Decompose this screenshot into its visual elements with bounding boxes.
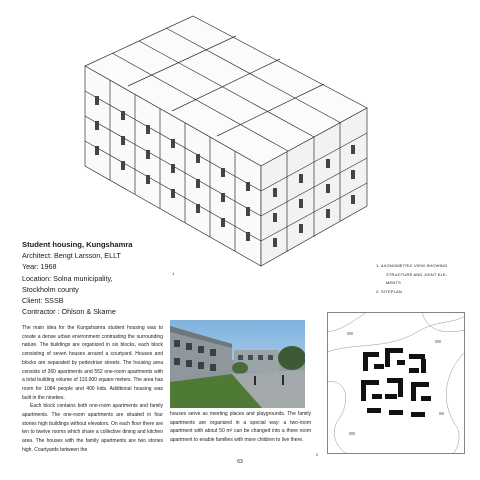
project-title: Student housing, Kungshamra bbox=[22, 240, 133, 249]
caption-line: STRUCTURE AND JOINT ELE- bbox=[386, 271, 448, 277]
body-text-column-2 bbox=[170, 410, 311, 445]
figure-2-label: 2 bbox=[316, 452, 319, 457]
project-detail: Location: Solna municipality, bbox=[22, 273, 113, 283]
figure-captions bbox=[376, 262, 471, 296]
body-paragraph: Each block contains both one-room apartments and family apartments. The one-room apartments are situated in four stories high buildings without elevators. On each floor there are ten to twelve rooms which share a collective dining and kitchen area. The houses with the family apartments are two stories high. Courtyards between the bbox=[22, 403, 163, 453]
project-detail: Architect: Bengt Larsson, ELLT bbox=[22, 251, 121, 260]
project-detail: Stockholm county bbox=[22, 284, 79, 294]
body-paragraph: houses serve as meeting places and playgrounds. The family apartments are organized in a special way: a two-room apartment with about 50 m² can be changed into a three room apartment to enable families with more children to live there. bbox=[170, 411, 311, 444]
caption-line: MENTS bbox=[386, 280, 401, 285]
project-detail: Year: 1968 bbox=[22, 262, 57, 272]
body-paragraph: The main idea for the Kungshamra student housing was to create a dense urban environment contrasting the surrounding nature. The buildings are organized in six blocks, each block consisting of seven houses around a courtyard. Houses and blocks are separated by pedestrian streets. The housing area consists of 260 apartments and 552 one-room apartments with a total building volume of 110.000 square meters. The area has room for 1084 people and 400 kids. Additional housing was built in the nineties. bbox=[22, 325, 163, 401]
caption-line: 1. AXONOMETRIC VIEW SHOWING bbox=[376, 263, 448, 268]
figure-1-label: 1 bbox=[172, 271, 175, 276]
body-text-column-1 bbox=[22, 324, 163, 455]
siteplan-drawing bbox=[327, 312, 465, 454]
page-number: 63 bbox=[237, 459, 243, 465]
courtyard-photo bbox=[170, 320, 305, 408]
project-info bbox=[22, 239, 175, 318]
caption-line: 2. SITEPLAN bbox=[376, 288, 402, 294]
project-detail: Contractor : Ohlson & Skarne bbox=[22, 307, 116, 317]
axonometric-drawing bbox=[75, 8, 375, 270]
project-detail: Client: SSSB bbox=[22, 296, 64, 306]
